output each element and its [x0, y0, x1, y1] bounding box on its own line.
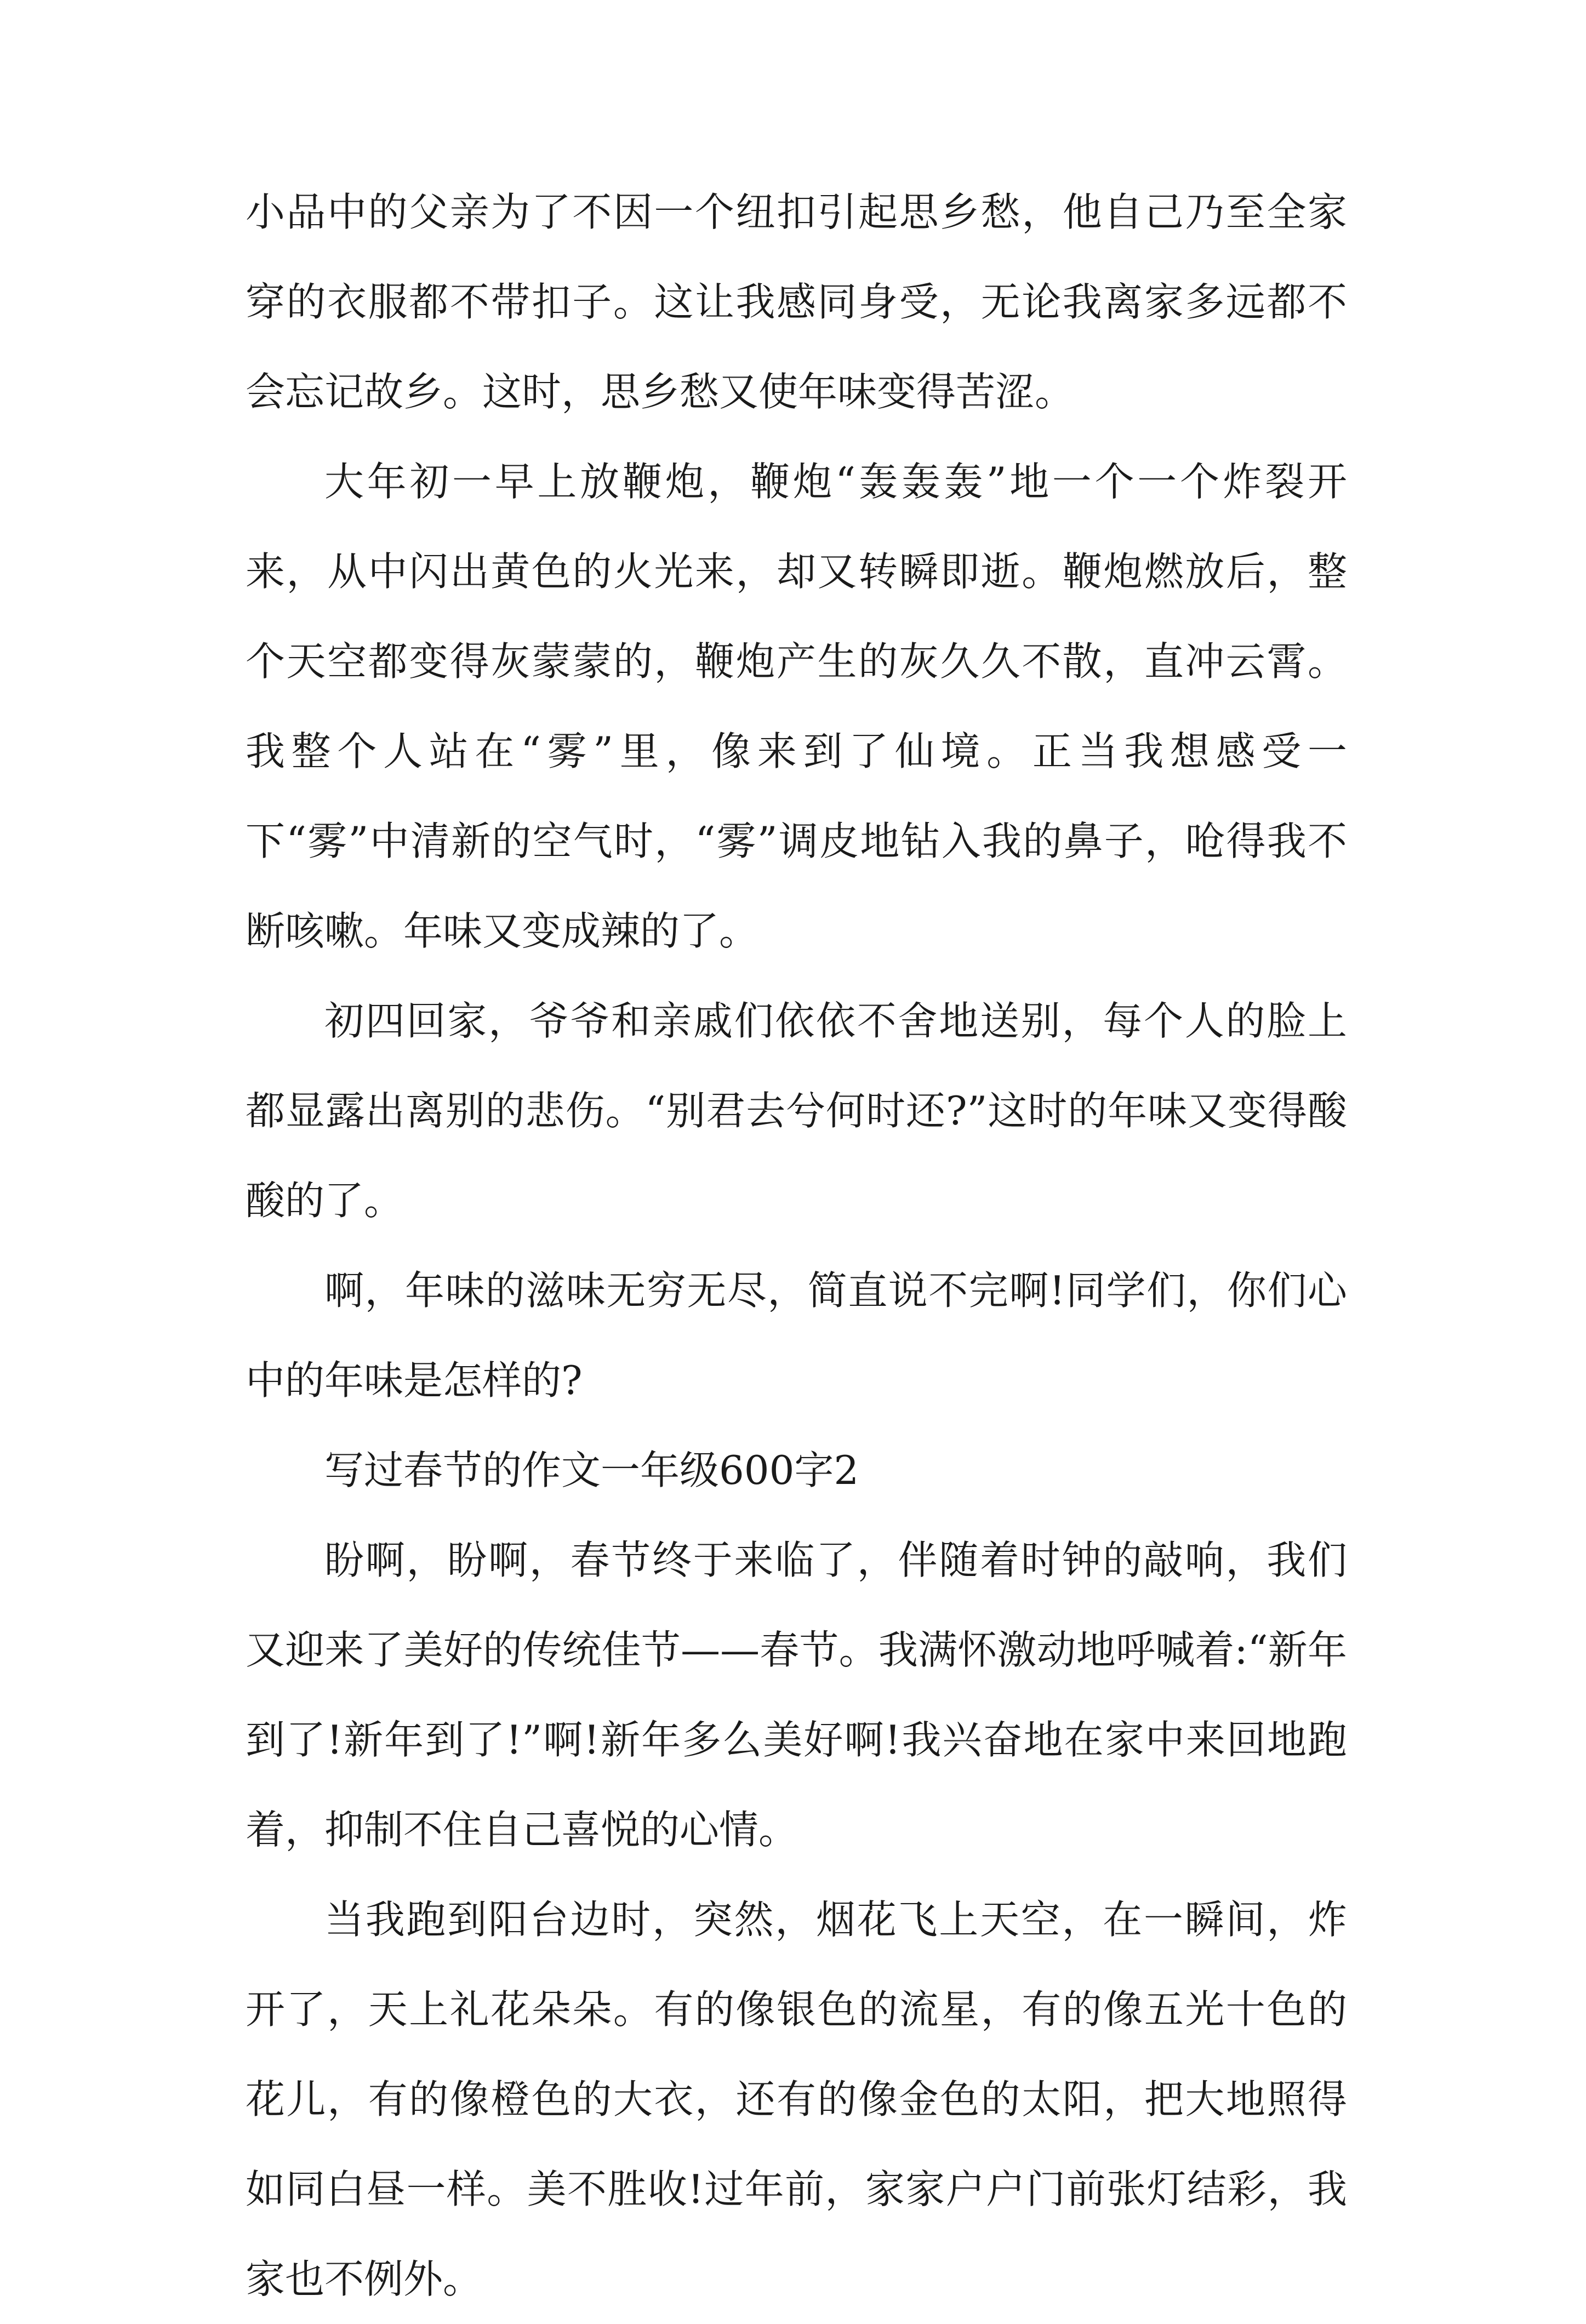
paragraph-text: 小品中的父亲为了不因一个纽扣引起思乡愁，他自己乃至全家穿的衣服都不带扣子。这让我感同身受，无论我离家多远都不会忘记故乡。这时，思乡愁又使年味变得苦涩。: [246, 189, 1347, 415]
section-heading: 写过春节的作文一年级600字2: [324, 1447, 859, 1493]
paragraph-text: 啊，年味的滋味无穷无尽，简直说不完啊!同学们，你们心中的年味是怎样的?: [246, 1267, 1347, 1403]
paragraph-text: 初四回家，爷爷和亲戚们依依不舍地送别，每个人的脸上都显露出离别的悲伤。“别君去兮何时还?”这时的年味又变得酸酸的了。: [246, 998, 1347, 1224]
document-body: [246, 167, 1347, 2324]
paragraph-text: 大年初一早上放鞭炮，鞭炮“轰轰轰”地一个一个炸裂开来，从中闪出黄色的火光来，却又转瞬即逝。鞭炮燃放后，整个天空都变得灰蒙蒙的，鞭炮产生的灰久久不散，直冲云霄。我整个人站在“雾”里，像来到了仙境。正当我想感受一下“雾”中清新的空气时，“雾”调皮地钻入我的鼻子，呛得我不断咳嗽。年味又变成辣的了。: [246, 459, 1347, 954]
paragraph-text: 当我跑到阳台边时，突然，烟花飞上天空，在一瞬间，炸开了，天上礼花朵朵。有的像银色的流星，有的像五光十色的花儿，有的像橙色的大衣，还有的像金色的太阳，把大地照得如同白昼一样。美不胜收!过年前，家家户户门前张灯结彩，我家也不例外。: [246, 1897, 1347, 2302]
paragraph-text: 盼啊，盼啊，春节终于来临了，伴随着时钟的敲响，我们又迎来了美好的传统佳节——春节。我满怀激动地呼喊着:“新年到了!新年到了!”啊!新年多么美好啊!我兴奋地在家中来回地跑着，抑制不住自己喜悦的心情。: [246, 1537, 1347, 1853]
